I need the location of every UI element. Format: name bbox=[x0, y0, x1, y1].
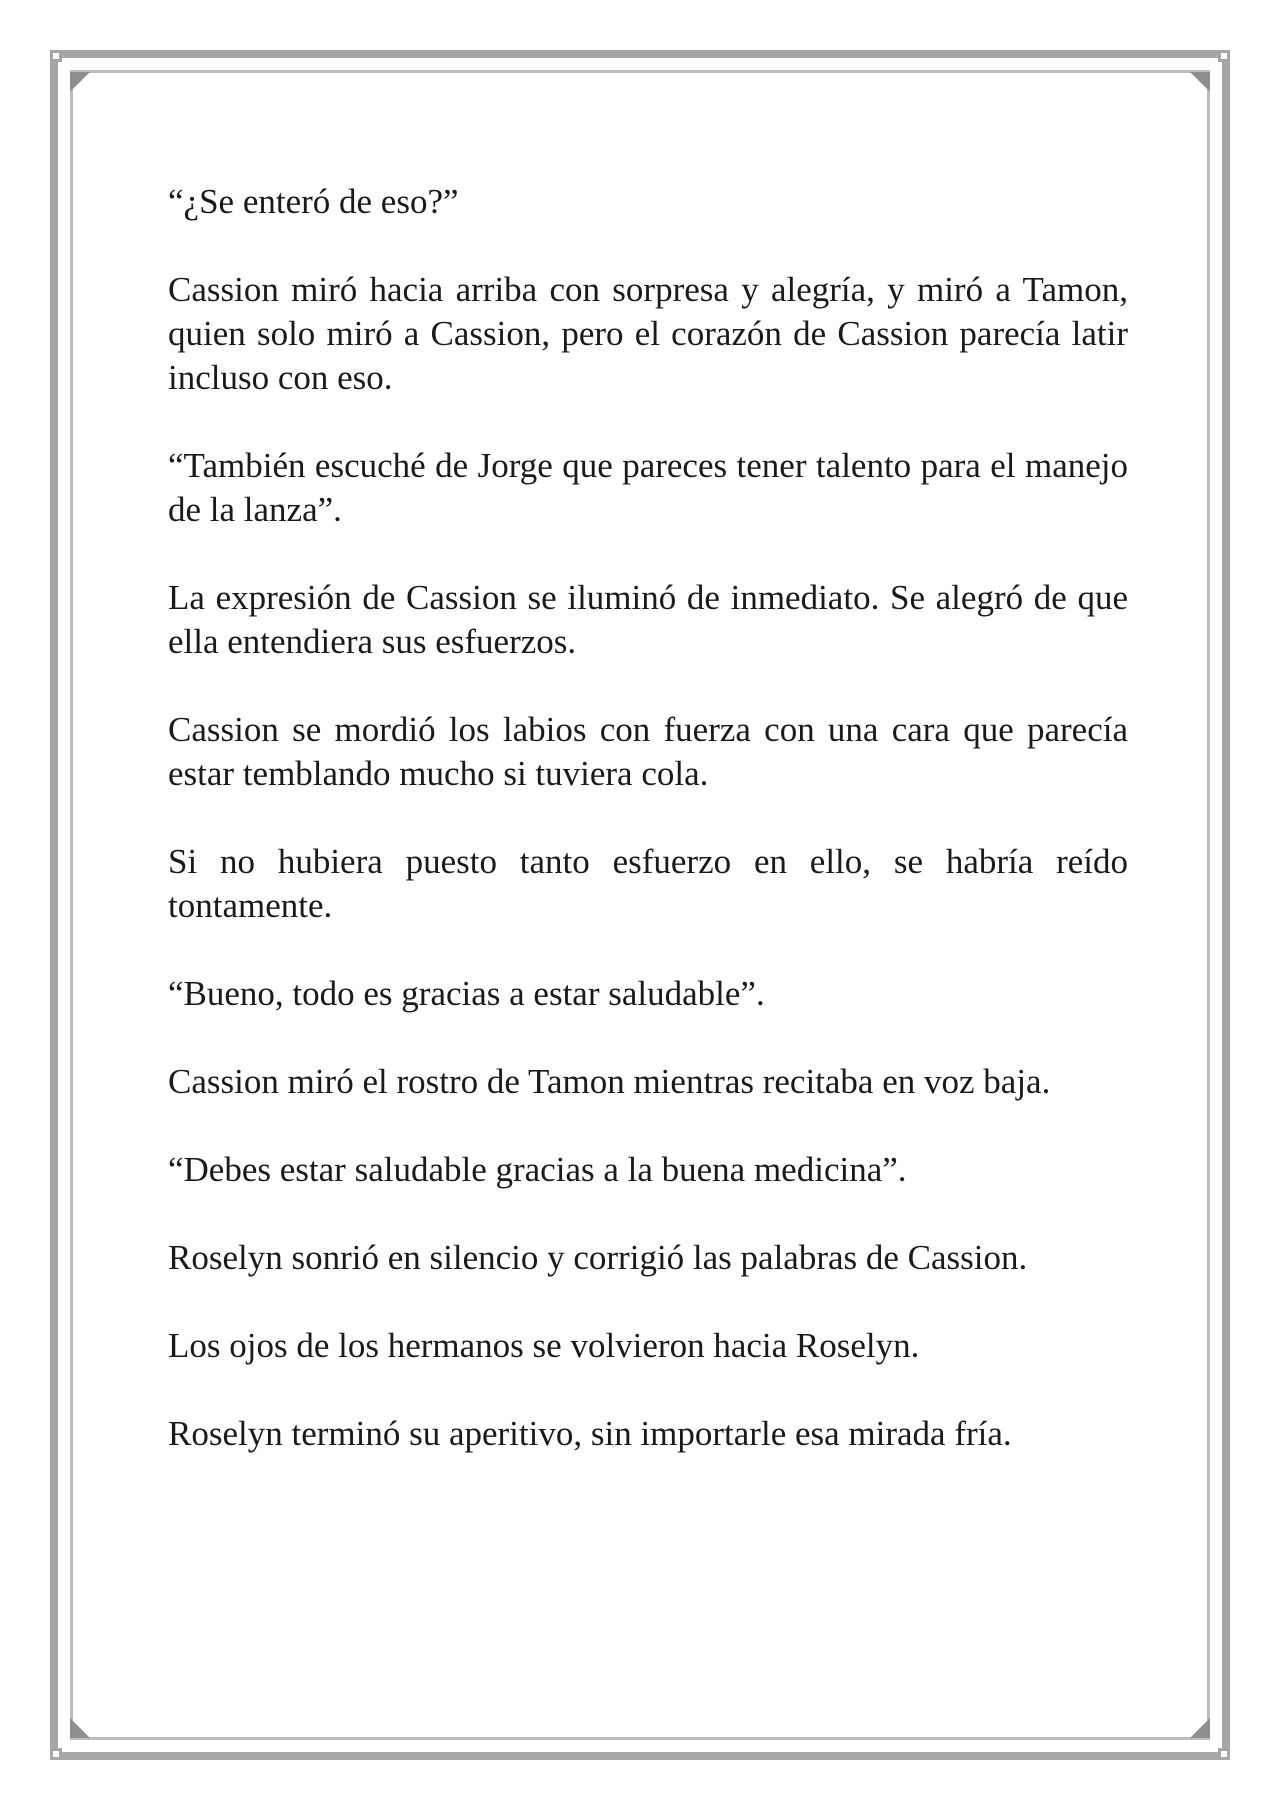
frame-knot-top-left bbox=[50, 50, 62, 62]
paragraph-dialogue: “¿Se enteró de eso?” bbox=[168, 182, 459, 221]
corner-ornament-bottom-right bbox=[1190, 1718, 1210, 1738]
paragraph-dialogue: “Bueno, todo es gracias a estar saludable”. bbox=[168, 974, 765, 1013]
paragraph: Roselyn sonrió en silencio y corrigió las palabras de Cassion. bbox=[168, 1238, 1028, 1277]
frame-knot-bottom-right bbox=[1218, 1748, 1230, 1760]
paragraph: Cassion miró hacia arriba con sorpresa y alegría, y miró a Tamon, quien solo miró a Cassion, pero el corazón de Cassion parecía latir incluso con eso. bbox=[168, 270, 1128, 397]
corner-ornament-top-left bbox=[70, 72, 90, 92]
paragraph: Los ojos de los hermanos se volvieron hacia Roselyn. bbox=[168, 1326, 920, 1365]
frame-knot-top-right bbox=[1218, 50, 1230, 62]
paragraph-dialogue: “También escuché de Jorge que pareces tener talento para el manejo de la lanza”. bbox=[168, 446, 1128, 529]
paragraph-dialogue: “Debes estar saludable gracias a la buena medicina”. bbox=[168, 1150, 907, 1189]
corner-ornament-bottom-left bbox=[70, 1718, 90, 1738]
paragraph: Cassion miró el rostro de Tamon mientras recitaba en voz baja. bbox=[168, 1062, 1051, 1101]
page-body bbox=[168, 180, 1128, 1500]
paragraph: Cassion se mordió los labios con fuerza con una cara que parecía estar temblando mucho si tuviera cola. bbox=[168, 710, 1128, 793]
paragraph: Roselyn terminó su aperitivo, sin importarle esa mirada fría. bbox=[168, 1414, 1012, 1453]
paragraph: Si no hubiera puesto tanto esfuerzo en ello, se habría reído tontamente. bbox=[168, 842, 1128, 925]
frame-knot-bottom-left bbox=[50, 1748, 62, 1760]
paragraph: La expresión de Cassion se iluminó de inmediato. Se alegró de que ella entendiera sus esfuerzos. bbox=[168, 578, 1128, 661]
corner-ornament-top-right bbox=[1190, 72, 1210, 92]
